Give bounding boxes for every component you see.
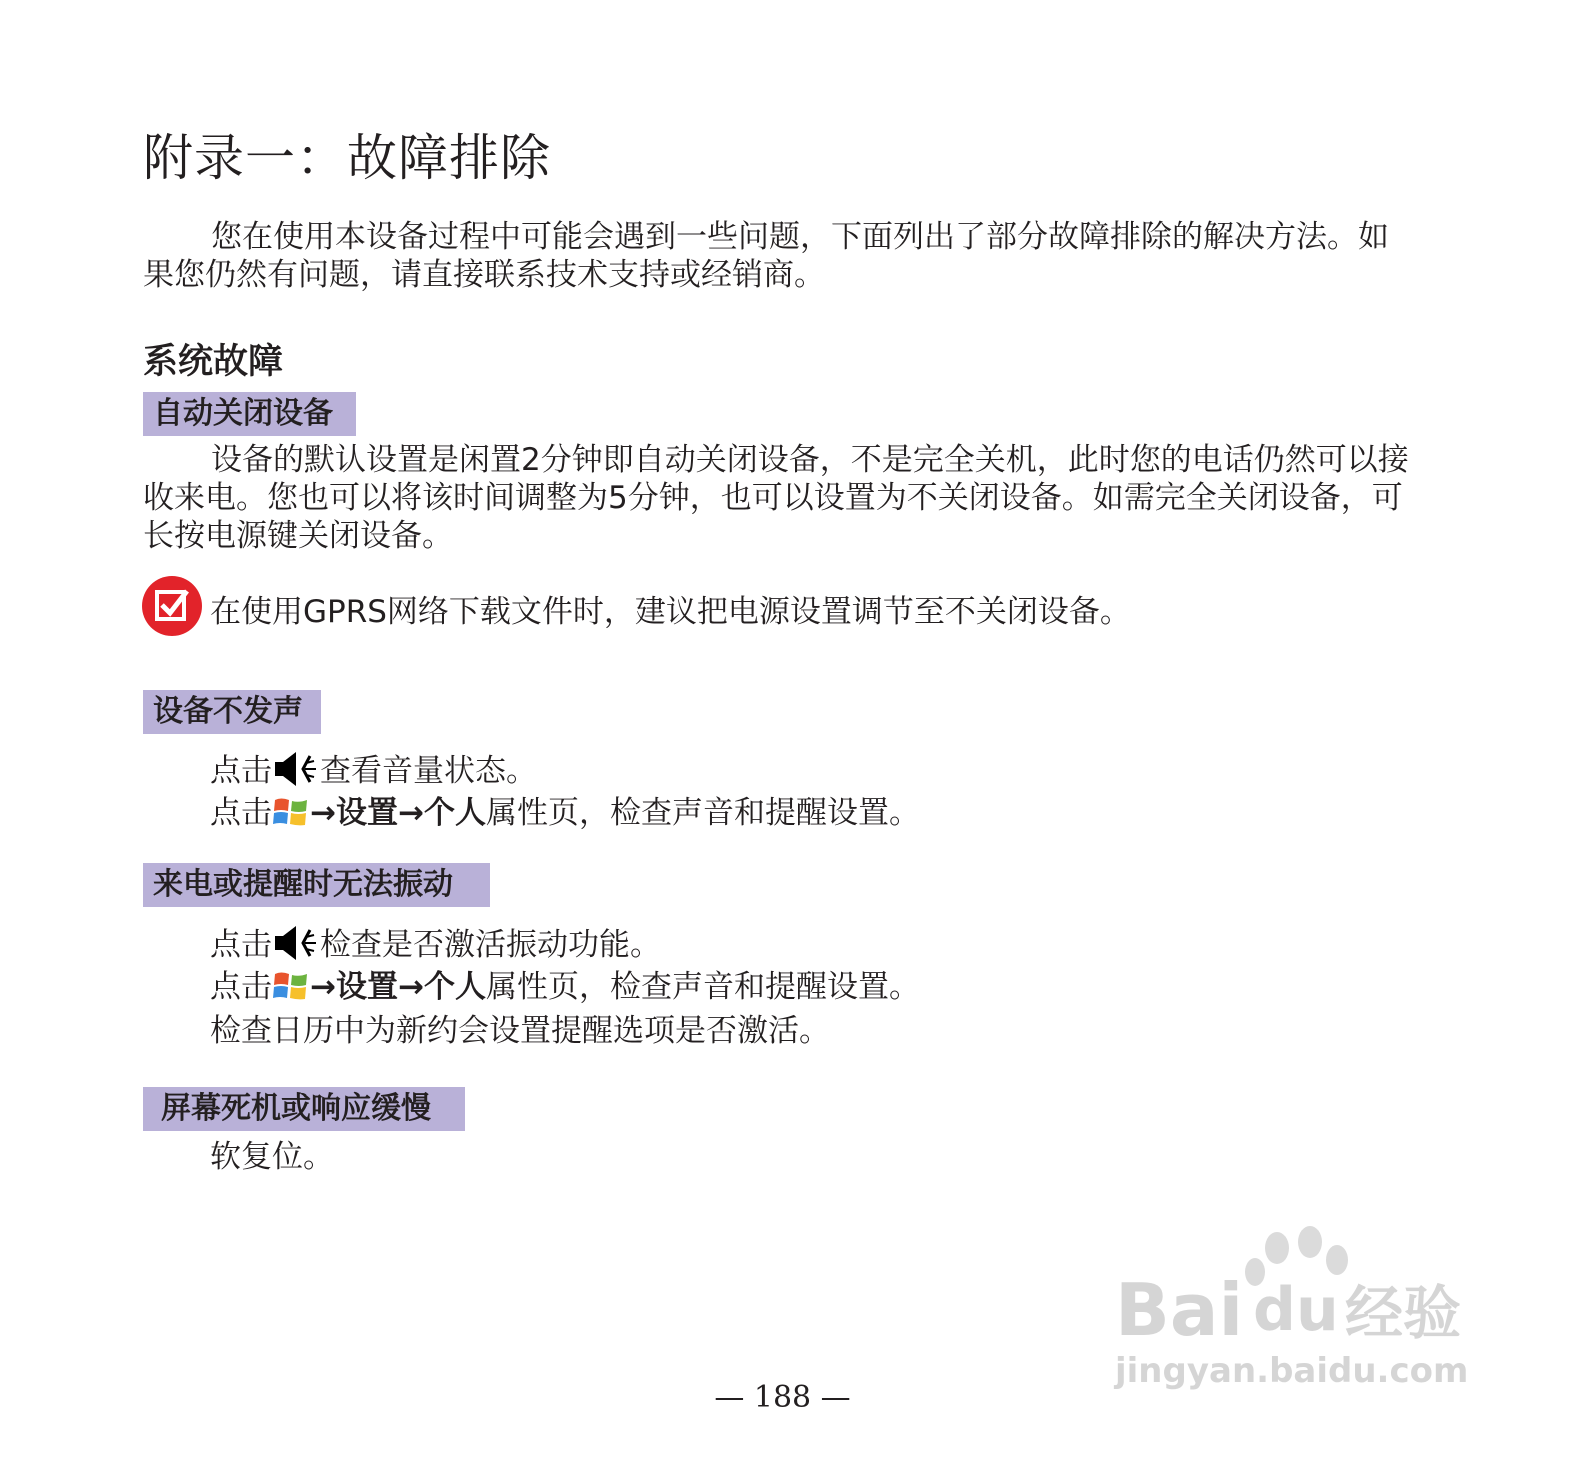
arrow-2: → xyxy=(397,969,424,1005)
no-vibrate-line-2-prefix: 点击 xyxy=(210,969,272,1005)
note-check-icon xyxy=(141,575,203,641)
heading-no-vibrate: 来电或提醒时无法振动 xyxy=(143,863,490,907)
auto-off-body: 设备的默认设置是闲置2分钟即自动关闭设备，不是完全关机，此时您的电话仍然可以接收来电。您也可以将该时间调整为5分钟，也可以设置为不关闭设备。如需完全关闭设备，可长按电源键关闭设备。 xyxy=(143,442,1409,554)
watermark-brand-cn: 经验 xyxy=(1345,1279,1462,1347)
speaker-icon[interactable] xyxy=(272,750,320,797)
settings-label: 设置 xyxy=(335,969,398,1005)
speaker-icon[interactable] xyxy=(272,924,320,971)
watermark-url: jingyan.baidu.com xyxy=(1115,1351,1469,1391)
page-number: — 188 — xyxy=(714,1380,851,1415)
no-sound-line-1-prefix: 点击 xyxy=(210,753,272,789)
heading-no-sound: 设备不发声 xyxy=(143,690,321,734)
no-sound-line-2 xyxy=(210,794,920,839)
heading-freeze: 屏幕死机或响应缓慢 xyxy=(143,1087,465,1131)
no-vibrate-line-3: 检查日历中为新约会设置提醒选项是否激活。 xyxy=(210,1013,830,1049)
arrow-1: → xyxy=(310,795,336,831)
personal-label: 个人 xyxy=(423,795,486,831)
windows-start-icon[interactable] xyxy=(272,968,310,1013)
arrow-1: → xyxy=(310,969,336,1005)
personal-label: 个人 xyxy=(423,969,486,1005)
no-sound-line-1-suffix: 查看音量状态。 xyxy=(320,753,537,789)
baidu-watermark xyxy=(1105,1220,1475,1404)
no-vibrate-line-1 xyxy=(210,924,661,971)
page-title: 附录一：故障排除 xyxy=(143,129,551,187)
heading-auto-off: 自动关闭设备 xyxy=(143,392,356,436)
no-sound-line-2-prefix: 点击 xyxy=(210,795,272,831)
arrow-2: → xyxy=(397,795,424,831)
no-vibrate-line-1-suffix: 检查是否激活振动功能。 xyxy=(320,927,661,963)
section-title: 系统故障 xyxy=(143,342,284,382)
note-text: 在使用GPRS网络下载文件时，建议把电源设置调节至不关闭设备。 xyxy=(210,594,1131,630)
windows-start-icon[interactable] xyxy=(272,794,310,839)
watermark-brand-latin: Bai xyxy=(1115,1268,1244,1352)
freeze-line-1: 软复位。 xyxy=(210,1139,334,1175)
no-vibrate-line-2 xyxy=(210,968,920,1013)
no-sound-line-2-suffix: 属性页，检查声音和提醒设置。 xyxy=(485,795,920,831)
no-sound-line-1 xyxy=(210,750,537,797)
no-vibrate-line-2-suffix: 属性页，检查声音和提醒设置。 xyxy=(485,969,920,1005)
no-vibrate-line-1-prefix: 点击 xyxy=(210,927,272,963)
intro-paragraph: 您在使用本设备过程中可能会遇到一些问题，下面列出了部分故障排除的解决方法。如果您仍然有问题，请直接联系技术支持或经销商。 xyxy=(143,219,1389,293)
watermark-brand-du: du xyxy=(1253,1275,1339,1345)
settings-label: 设置 xyxy=(335,795,398,831)
